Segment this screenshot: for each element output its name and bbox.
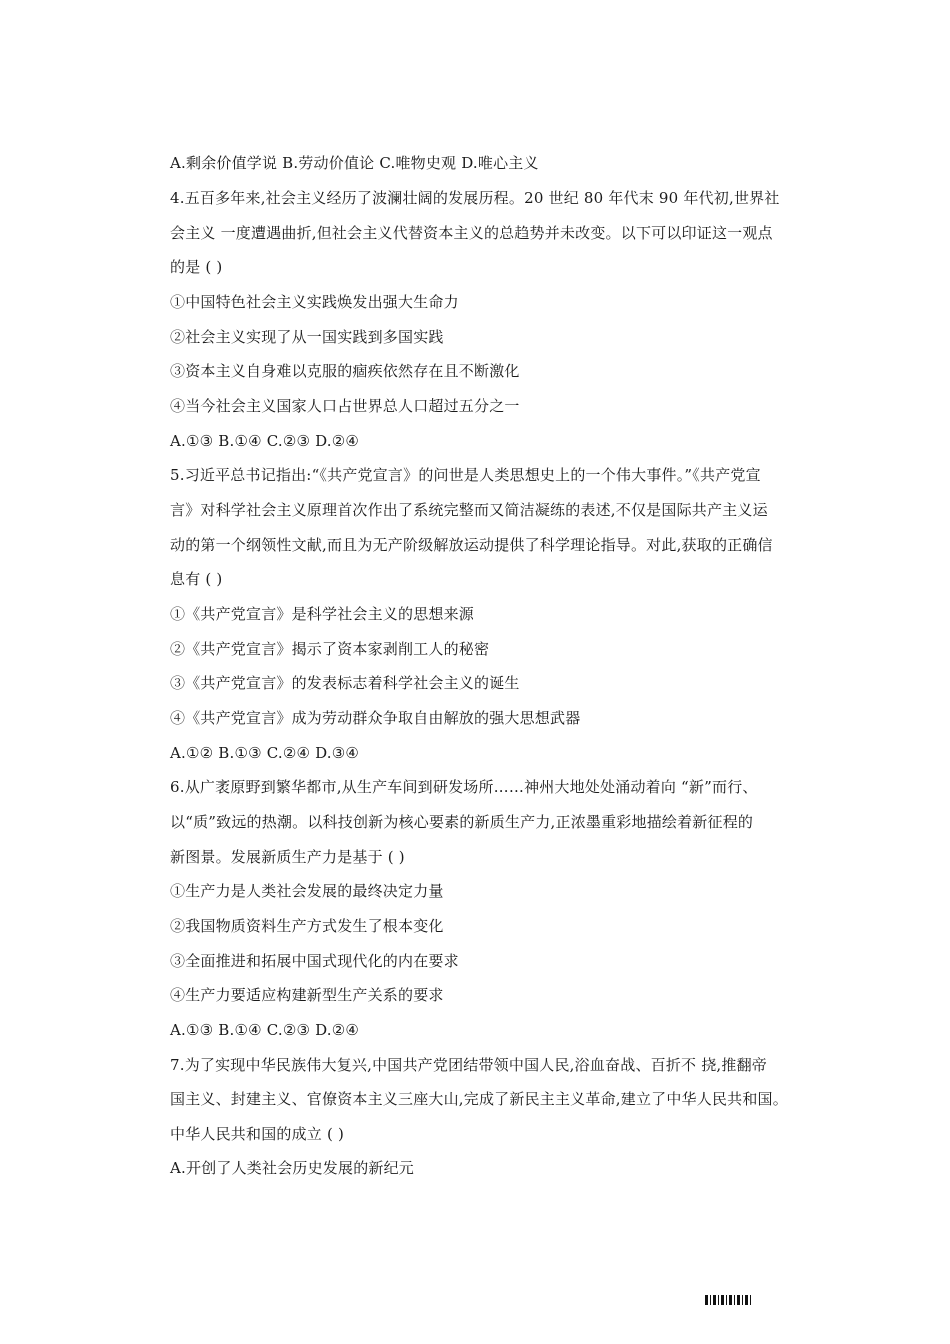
q4-statement-2: ②社会主义实现了从一国实践到多国实践: [170, 328, 444, 346]
q6-statement-2: ②我国物质资料生产方式发生了根本变化: [170, 917, 444, 935]
q4-statement-1: ①中国特色社会主义实践焕发出强大生命力: [170, 293, 459, 311]
q6-stem-line-1: 6.从广袤原野到繁华都市,从生产车间到研发场所……神州大地处处涌动着向 “新”而行、: [170, 778, 758, 796]
q6-statement-3: ③全面推进和拓展中国式现代化的内在要求: [170, 952, 459, 970]
q7-stem-line-2: 国主义、封建主义、官僚资本主义三座大山,完成了新民主主义革命,建立了中华人民共和国。: [170, 1090, 788, 1108]
q5-statement-2: ②《共产党宣言》揭示了资本家剥削工人的秘密: [170, 640, 490, 658]
q7-option-a: A.开创了人类社会历史发展的新纪元: [170, 1159, 415, 1177]
q7-stem-line-1: 7.为了实现中华民族伟大复兴,中国共产党团结带领中国人民,浴血奋战、百折不 挠,推翻帝: [170, 1056, 767, 1074]
q5-statement-3: ③《共产党宣言》的发表标志着科学社会主义的诞生: [170, 674, 520, 692]
q4-statement-3: ③资本主义自身难以克服的痼疾依然存在且不断激化: [170, 362, 520, 380]
q7-stem-line-3: 中华人民共和国的成立 ( ): [170, 1125, 345, 1143]
q6-options: A.①③ B.①④ C.②③ D.②④: [170, 1021, 360, 1039]
q5-statement-4: ④《共产党宣言》成为劳动群众争取自由解放的强大思想武器: [170, 709, 581, 727]
q5-stem-line-3: 动的第一个纲领性文献,而且为无产阶级解放运动提供了科学理论指导。对此,获取的正确信: [170, 536, 773, 554]
q5-options: A.①② B.①③ C.②④ D.③④: [170, 744, 360, 762]
q6-statement-1: ①生产力是人类社会发展的最终决定力量: [170, 882, 444, 900]
q6-stem-line-2: 以“质”致远的热潮。以科技创新为核心要素的新质生产力,正浓墨重彩地描绘着新征程的: [170, 813, 754, 831]
q4-options: A.①③ B.①④ C.②③ D.②④: [170, 432, 360, 450]
q5-statement-1: ①《共产党宣言》是科学社会主义的思想来源: [170, 605, 475, 623]
q5-stem-line-1: 5.习近平总书记指出:“《共产党宣言》的问世是人类思想史上的一个伟大事件。”《共产党宣: [170, 466, 761, 484]
q4-stem-line-1: 4.五百多年来,社会主义经历了波澜壮阔的发展历程。20 世纪 80 年代末 90 年代初,世界社: [170, 189, 780, 207]
q5-stem-line-2: 言》对科学社会主义原理首次作出了系统完整而又简洁凝练的表述,不仅是国际共产主义运: [170, 501, 768, 519]
q3-options: A.剩余价值学说 B.劳动价值论 C.唯物史观 D.唯心主义: [170, 154, 539, 172]
footer-code-mark: [705, 1295, 753, 1305]
q4-statement-4: ④当今社会主义国家人口占世界总人口超过五分之一: [170, 397, 520, 415]
q5-stem-line-4: 息有 ( ): [170, 570, 223, 588]
q4-stem-line-2: 会主义 一度遭遇曲折,但社会主义代替资本主义的总趋势并未改变。以下可以印证这一观点: [170, 224, 773, 242]
q6-statement-4: ④生产力要适应构建新型生产关系的要求: [170, 986, 444, 1004]
q6-stem-line-3: 新图景。发展新质生产力是基于 ( ): [170, 848, 405, 866]
q4-stem-line-3: 的是 ( ): [170, 258, 223, 276]
